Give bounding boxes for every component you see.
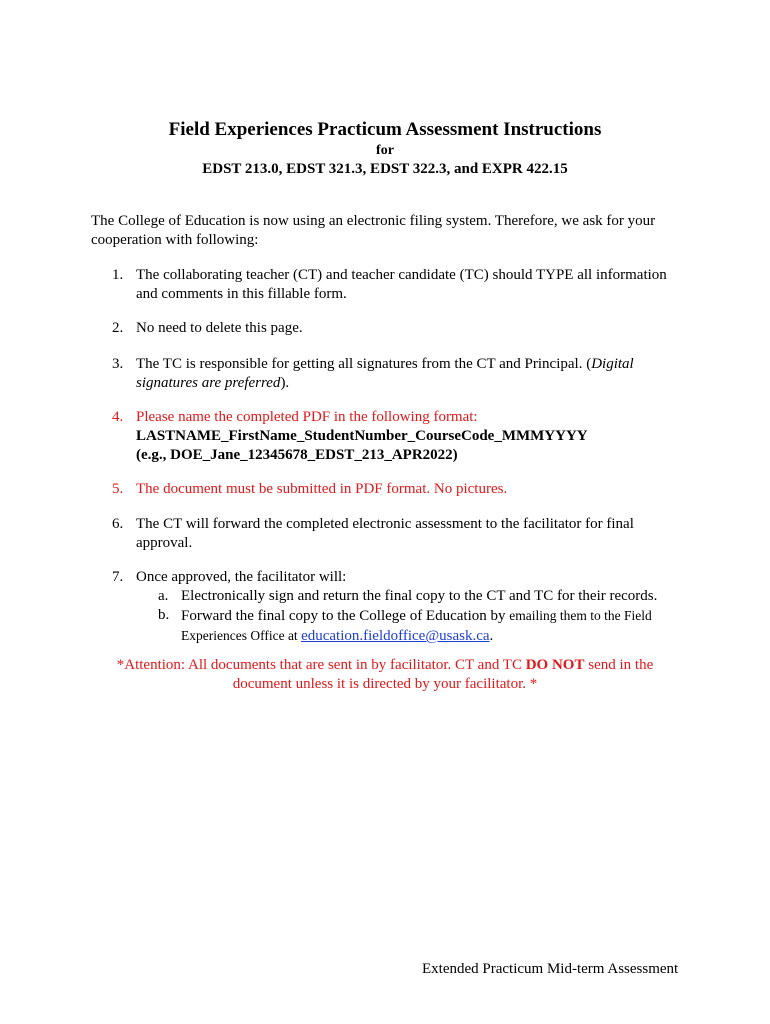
sub-item-text-end: . bbox=[489, 628, 494, 644]
attention-end: send in the document unless it is directed by your facilitator. * bbox=[232, 657, 654, 692]
page-footer: Extended Practicum Mid-term Assessment bbox=[422, 961, 679, 977]
attention-start: *Attention: All documents that are sent in by facilitator. CT and TC bbox=[116, 657, 526, 673]
list-item-text: No need to delete this page. bbox=[136, 320, 303, 336]
list-item-4 bbox=[112, 408, 692, 465]
list-item-text: The document must be submitted in PDF format. No pictures. bbox=[136, 481, 508, 497]
attention-note bbox=[90, 656, 680, 694]
naming-example: (e.g., DOE_Jane_12345678_EDST_213_APR2022) bbox=[136, 447, 458, 463]
list-number: 4. bbox=[112, 409, 124, 425]
list-item-1 bbox=[112, 266, 692, 304]
email-link[interactable]: education.fieldoffice@usask.ca bbox=[301, 628, 490, 644]
list-item-text bbox=[136, 355, 692, 393]
sub-item-letter: b. bbox=[158, 607, 170, 623]
list-number: 1. bbox=[112, 267, 124, 283]
list-number: 6. bbox=[112, 516, 124, 532]
list-number: 5. bbox=[112, 481, 124, 497]
list-item-2 bbox=[112, 319, 692, 338]
document-title: Field Experiences Practicum Assessment Instructions bbox=[168, 119, 602, 140]
sub-item-letter: a. bbox=[158, 588, 169, 604]
list-item-text-tail: ). bbox=[280, 375, 290, 391]
sub-item-text: Forward the final copy to the College of Education by bbox=[181, 608, 510, 624]
document-subtitle-for: for bbox=[376, 143, 394, 158]
list-item-text: The collaborating teacher (CT) and teacher candidate (TC) should TYPE all information and comments in this fillable form. bbox=[136, 267, 667, 302]
list-item-lead: Once approved, the facilitator will: bbox=[136, 569, 347, 585]
list-number: 2. bbox=[112, 320, 124, 336]
list-number: 3. bbox=[112, 356, 124, 372]
list-item-5 bbox=[112, 480, 692, 499]
list-item-text: The CT will forward the completed electronic assessment to the facilitator for final approval. bbox=[136, 516, 634, 551]
list-item-6 bbox=[112, 515, 692, 553]
list-item-7 bbox=[112, 568, 692, 646]
list-item-3 bbox=[112, 355, 692, 393]
sub-item-text-small: emailing them to the Field Experiences Office at bbox=[181, 608, 652, 643]
list-item-text-italic: Digital signatures are preferred bbox=[136, 356, 634, 391]
naming-instruction: Please name the completed PDF in the following format: bbox=[136, 409, 478, 425]
list-item-text bbox=[136, 408, 692, 465]
intro-paragraph: The College of Education is now using an electronic filing system. Therefore, we ask for your cooperation with following: bbox=[91, 213, 656, 248]
attention-emphasis: DO NOT bbox=[525, 657, 585, 673]
list-number: 7. bbox=[112, 569, 124, 585]
sub-item-text: Electronically sign and return the final copy to the CT and TC for their records. bbox=[181, 588, 658, 604]
list-item-text bbox=[136, 568, 692, 646]
naming-format: LASTNAME_FirstName_StudentNumber_CourseCode_MMMYYYY bbox=[136, 428, 588, 444]
list-item-text-main: The TC is responsible for getting all signatures from the CT and Principal. ( bbox=[136, 356, 592, 372]
sub-item-a bbox=[136, 587, 692, 606]
course-list-heading: EDST 213.0, EDST 321.3, EDST 322.3, and EXPR 422.15 bbox=[202, 161, 568, 177]
sub-item-b bbox=[136, 606, 692, 646]
